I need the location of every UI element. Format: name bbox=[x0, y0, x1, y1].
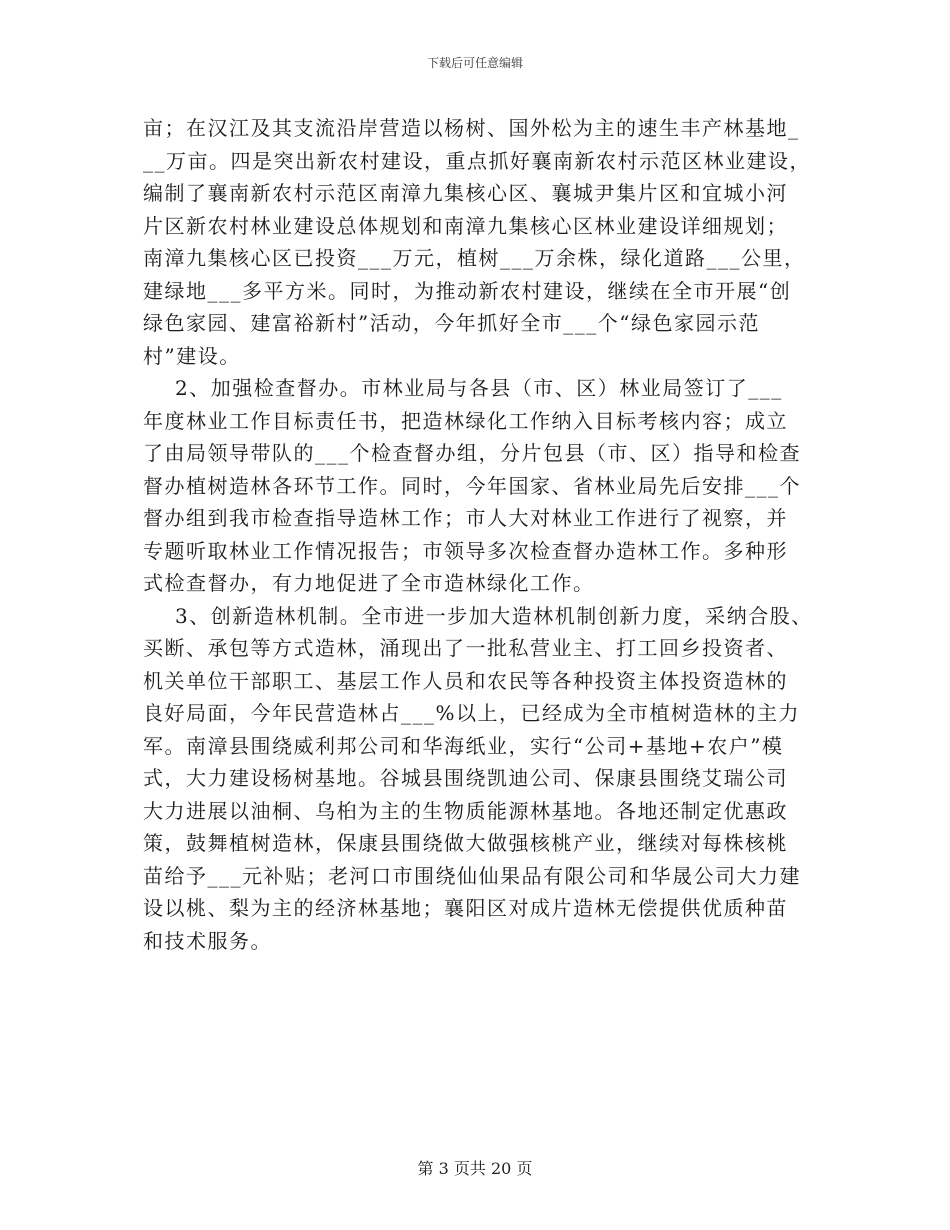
text-line: 大力进展以油桐、乌桕为主的生物质能源林基地。各地还制定优惠政 bbox=[143, 798, 788, 823]
text-line: 机关单位干部职工、基层工作人员和农民等各种投资主体投资造林的 bbox=[143, 668, 788, 693]
text-line: 买断、承包等方式造林，涌现出了一批私营业主、打工回乡投资者、 bbox=[143, 636, 788, 660]
text-line: 式，大力建设杨树基地。谷城县围绕凯迪公司、保康县围绕艾瑞公司 bbox=[143, 766, 788, 790]
page-header: 下载后可任意编辑 bbox=[426, 56, 523, 70]
text-line: 督办组到我市检查指导造林工作；市人大对林业工作进行了视察，并 bbox=[143, 506, 788, 530]
text-line: 年度林业工作目标责任书，把造林绿化工作纳入目标考核内容；成立 bbox=[143, 408, 788, 433]
text-line: 专题听取林业工作情况报告；市领导多次检查督办造林工作。多种形 bbox=[143, 538, 788, 563]
text-line: __万亩。四是突出新农村建设，重点抓好襄南新农村示范区林业建设， bbox=[143, 148, 811, 173]
text-line: 督办植树造林各环节工作。同时，今年国家、省林业局先后安排___个 bbox=[143, 473, 801, 498]
text-line: 军。南漳县围绕威利邦公司和华海纸业，实行“公司+基地+农户”模 bbox=[143, 733, 784, 758]
text-line: 设以桃、梨为主的经济林基地；襄阳区对成片造林无偿提供优质种苗 bbox=[143, 896, 788, 920]
text-line: 亩；在汉江及其支流沿岸营造以杨树、国外松为主的速生丰产林基地_ bbox=[143, 116, 800, 140]
text-line: 式检查督办，有力地促进了全市造林绿化工作。 bbox=[143, 571, 595, 595]
page-footer: 第 3 页共 20 页 bbox=[417, 1159, 533, 1178]
text-line: 3、创新造林机制。全市进一步加大造林机制创新力度，采纳合股、 bbox=[175, 603, 813, 628]
text-line: 良好局面，今年民营造林占___%以上，已经成为全市植树造林的主力 bbox=[143, 701, 801, 725]
text-line: 绿色家园、建富裕新村”活动，今年抓好全市___个“绿色家园示范 bbox=[143, 311, 760, 335]
document-body bbox=[143, 112, 823, 957]
text-line: 策，鼓舞植树造林，保康县围绕做大做强核桃产业，继续对每株核桃 bbox=[143, 831, 788, 855]
text-line: 了由局领导带队的___个检查督办组，分片包县（市、区）指导和检查 bbox=[143, 441, 801, 465]
text-line: 和技术服务。 bbox=[143, 928, 272, 953]
text-line: 编制了襄南新农村示范区南漳九集核心区、襄城尹集片区和宜城小河 bbox=[143, 181, 788, 205]
text-line: 村”建设。 bbox=[143, 343, 241, 368]
text-line: 片区新农村林业建设总体规划和南漳九集核心区林业建设详细规划； bbox=[143, 213, 788, 238]
text-line: 建绿地___多平方米。同时，为推动新农村建设，继续在全市开展“创 bbox=[143, 278, 792, 303]
text-line: 苗给予___元补贴；老河口市围绕仙仙果品有限公司和华晟公司大力建 bbox=[143, 863, 801, 888]
text-line: 2、加强检查督办。市林业局与各县（市、区）林业局签订了___ bbox=[175, 376, 783, 400]
text-line: 南漳九集核心区已投资___万元，植树___万余株，绿化道路___公里， bbox=[143, 246, 806, 270]
